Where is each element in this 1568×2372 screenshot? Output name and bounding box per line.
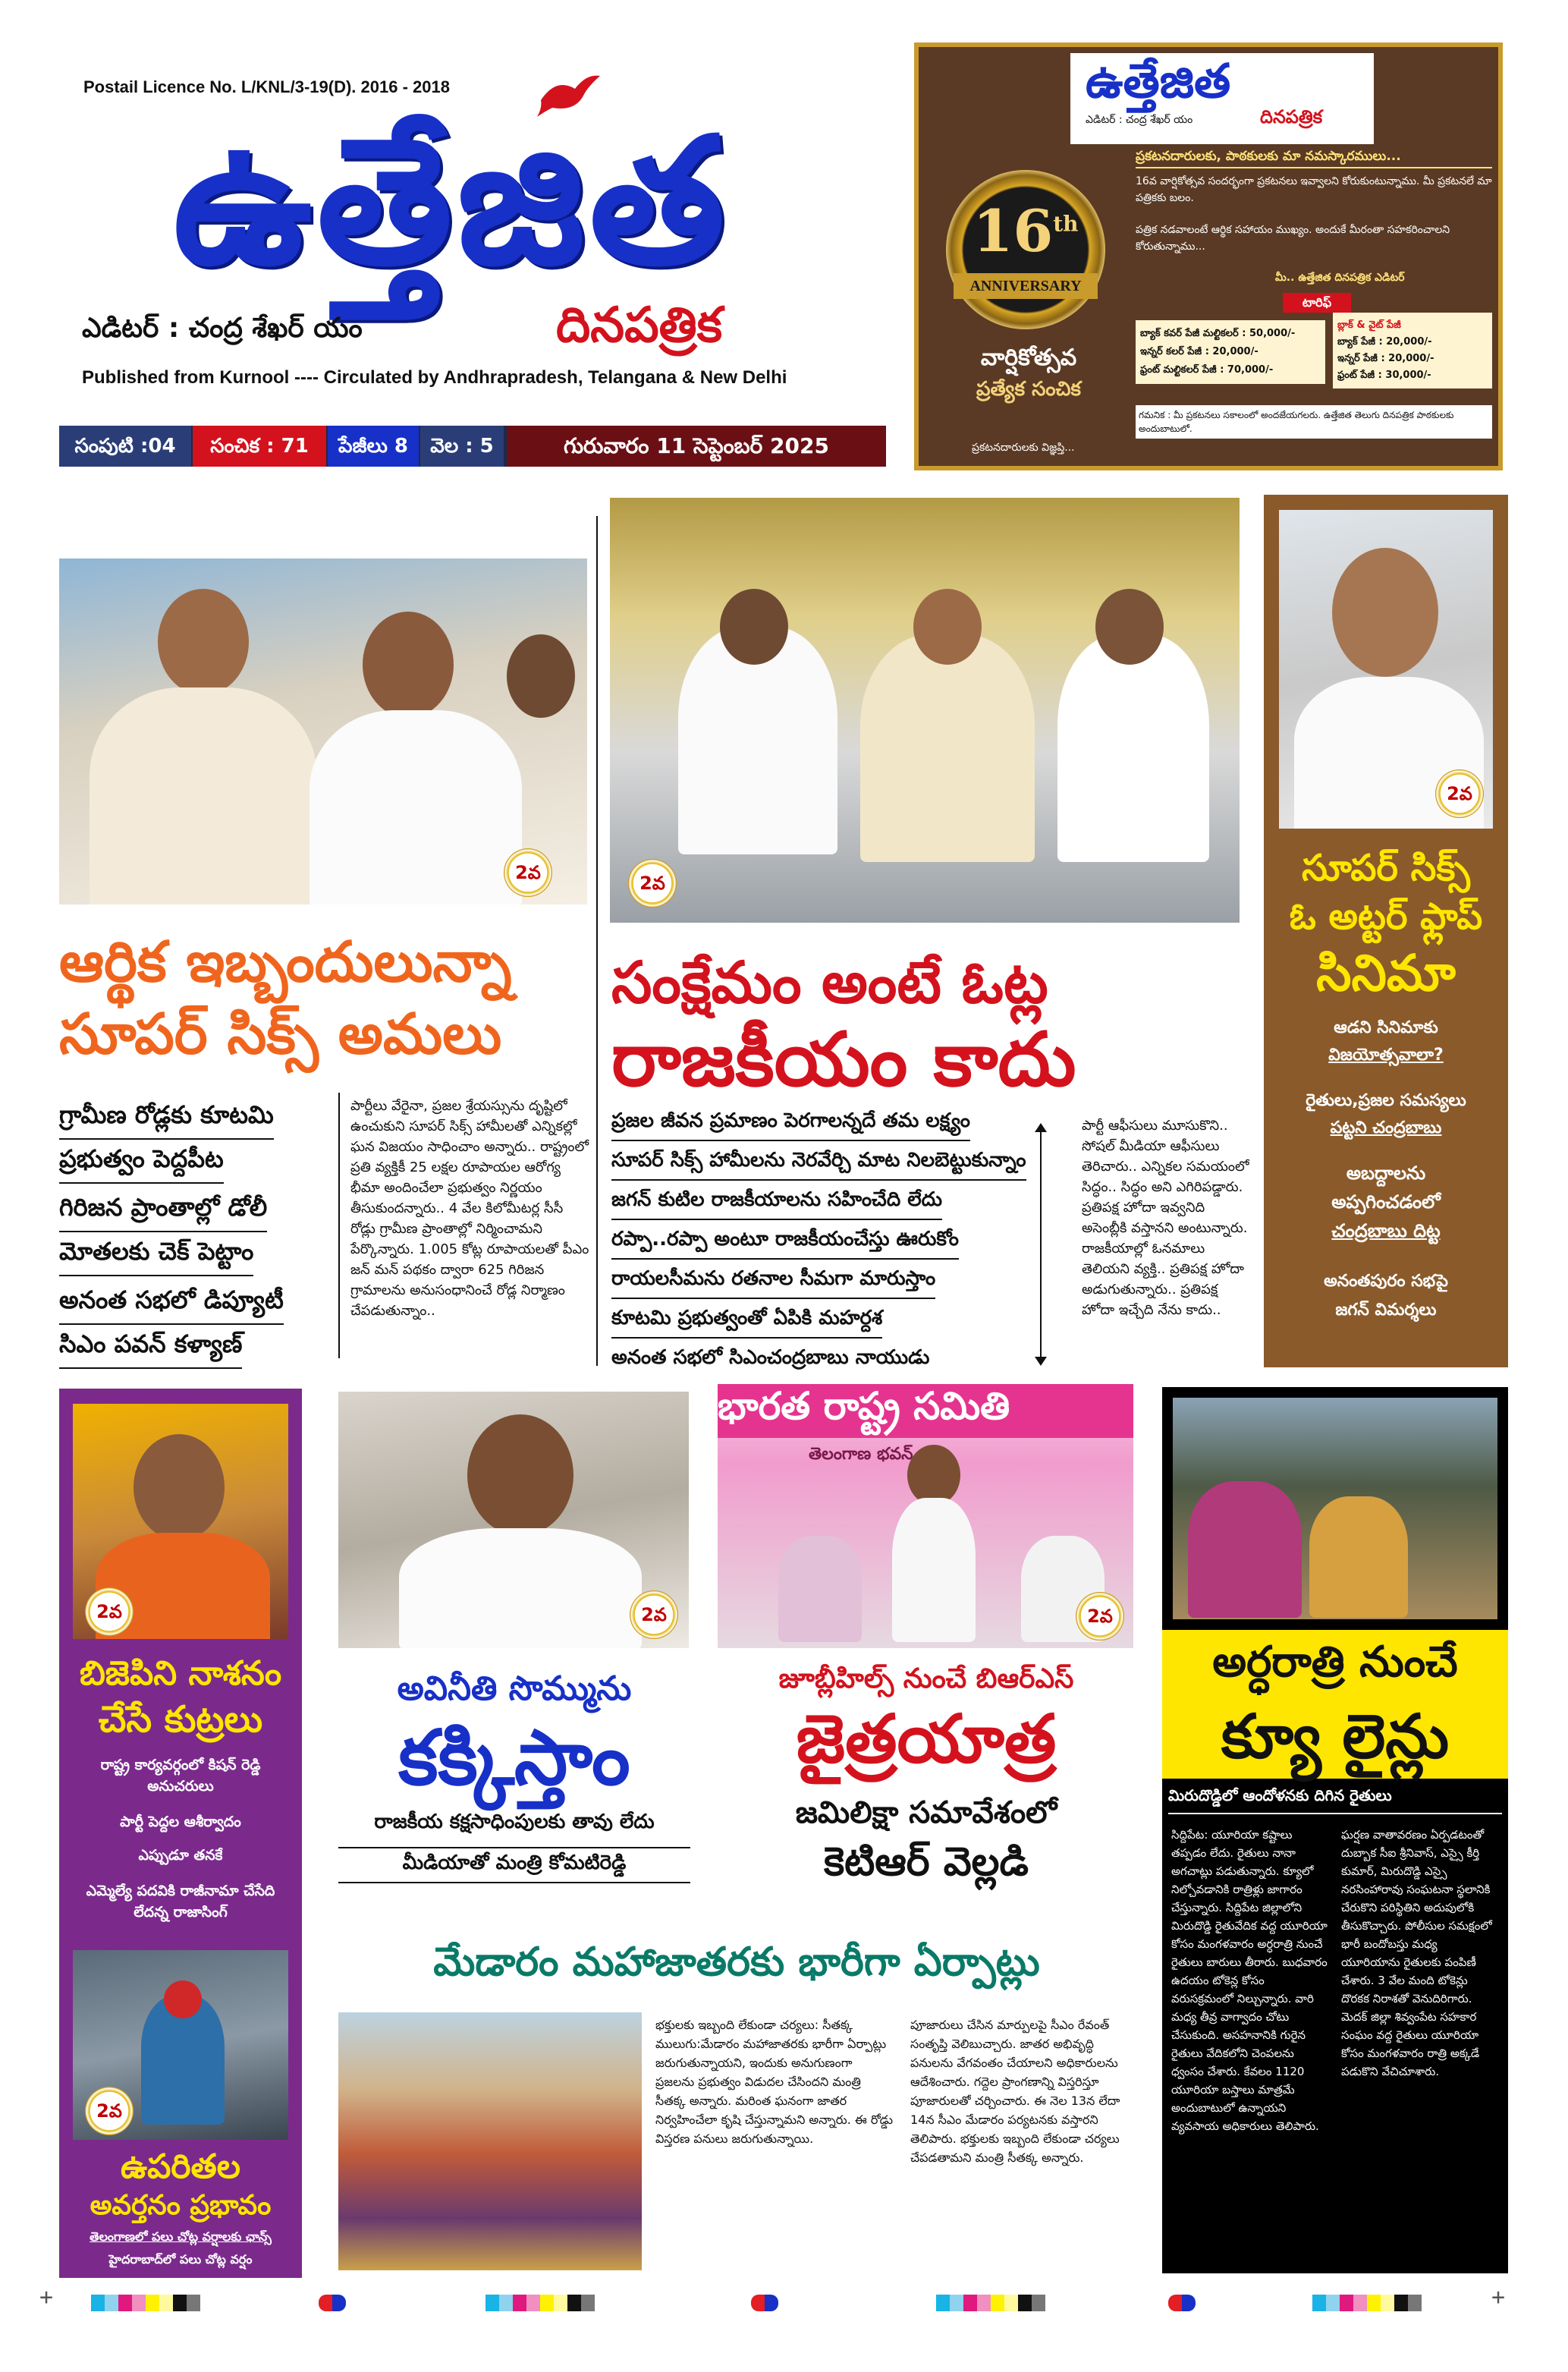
story8-headline-1: అర్ధరాత్రి నుంచే [1162, 1630, 1508, 1695]
story2-headline-2: రాజకీయం కాదు [611, 1017, 1076, 1103]
color-bar-4 [751, 2295, 778, 2311]
tariff-right-2: బ్యాక్ పేజీ : 20,000/- [1337, 336, 1432, 348]
story4-sub-3: ఎప్పుడూ తనకే [138, 1847, 223, 1864]
masthead-subtitle: దినపత్రిక [556, 297, 723, 354]
story7-headline-1: జూబ్లీహిల్స్ నుంచే బిఆర్ఎస్ [778, 1663, 1074, 1694]
ad-bottom-left: ప్రకటనదారులకు విజ్ఞప్తి... [972, 442, 1075, 454]
page-badge: 2వ [1076, 1592, 1124, 1641]
story8-col1: సిద్దిపేట: యూరియా కష్టాలు తప్పడం లేదు. రైతులు నానా అగచాట్లు పడుతున్నారు. క్యూలో నిల్చోవడానికి రాత్రిళ్లు జాగారం చేస్తున్నారు. సిద్దిపేట జిల్లాలోని మిరుదొడ్డి రైతువేదిక వద్ద యూరియా కోసం మంగళవారం అర్ధరాత్రి నుంచే రైతులు బారులు తీరారు. బుధవారం ఉదయం టోకెన్ల కోసం వరుసక్రమంలో నిల్చున్నారు. వారి మధ్య తీవ్ర వాగ్వాదం చోటు చేసుకుంది. అసహనానికి గురైన రైతులు వేదికలోని చెంపలను ధ్వంసం చేశారు. కేవలం 1120 యూరియా బస్తాలు మాత్రమే అందుబాటులో ఉన్నాయని వ్యవసాయ అధికారులు తెలిపారు. [1171, 1828, 1328, 2133]
story3-headline-2: ఓ అట్టర్ ఫ్లాప్ [1289, 895, 1483, 938]
story7-headline-2: జైత్రయాత్ర [796, 1700, 1057, 1778]
story4-panel [59, 1389, 302, 2278]
story1-divider [338, 1093, 340, 1358]
story5-sub-1: తెలంగాణలో పలు చోట్ల వర్షాలకు ఛాన్స్ [90, 2229, 272, 2244]
story2-sub-5: రాయలసీమను రతనాల సీమగా మారుస్తాం [611, 1267, 935, 1299]
story4-headline-2: చేసే కుట్రలు [98, 1698, 263, 1741]
story3-sub-5: అబద్దాలను [1346, 1162, 1426, 1184]
story3-sub-4: పట్టని చంద్రబాబు [1330, 1118, 1442, 1137]
story7-headline-4: కెటిఆర్ వెల్లడి [823, 1839, 1029, 1885]
story3-sub-3: రైతులు,ప్రజల సమస్యలు [1306, 1091, 1466, 1110]
story3-sub-9: జగన్ విమర్శలు [1335, 1301, 1437, 1320]
story3-sub-7: చంద్రబాబు దిట్ట [1331, 1220, 1441, 1241]
volume: సంపుటి :04 [59, 426, 191, 467]
story3-headline-3: సినిమా [1316, 944, 1456, 1002]
anniversary-line1: వార్షికోత్సవ [980, 344, 1077, 371]
story4-sub-4: ఎమ్మెల్యే పదవికి రాజీనామా చేసేది లేదన్న రాజాసింగ్ [86, 1883, 275, 1921]
story9-col2: పూజారులు చేసిన మార్పులపై సీఎం రేవంత్ సంతృప్తి వెలిబుచ్చారు. జాతర అభివృద్ధి పనులను వేగవంతం చేయాలని అధికారులను ఆదేశించారు. గద్దెల ప్రాంగణాన్ని విస్తరిస్తూ పూజారులతో చర్చించారు. ఈ నెల 13న లేదా 14న సీఎం మేడారం పర్యటనకు వస్తారని తెలిపారు. భక్తులకు ఇబ్బంది లేకుండా చర్యలు చేపడతామని మంత్రి సీతక్క అన్నారు. [910, 2018, 1120, 2165]
page-badge: 2వ [1435, 769, 1484, 818]
story1-sub-6: సిఎం పవన్ కళ్యాణ్ [59, 1329, 242, 1369]
tariff-title: టారిఫ్ [1283, 293, 1351, 313]
story5-sub-2: హైదరాబాద్‌లో పలు చోట్ల వర్షం [108, 2252, 253, 2267]
story1-sub-2: ప్రభుత్వం పెద్దపీట [59, 1144, 224, 1184]
ad-footer-note: గమనిక : మీ ప్రకటనలు సకాలంలో అందజేయగలరు. ఉత్తేజిత తెలుగు దినపత్రిక పాఠకులకు అందుబాటులో. [1136, 405, 1492, 439]
story3-sub-6: అప్పగించడంలో [1331, 1191, 1441, 1213]
story2-body: పార్టీ ఆఫీసులు మూసుకొని.. సోషల్ మీడియా ఆఫీసులు తెరిచారు.. ఎన్నికల సమయంలో సిద్ధం.. సిద్ధం అని ఎగిరిపడ్డారు. ప్రతిపక్ష హోదా ఇవ్వనిది అసెంబ్లీకి వస్తానని అంటున్నారు. రాజకీయాల్లో ఓనమాలు తెలియని వ్యక్తి.. ప్రతిపక్ష హోదా అడుగుతున్నారు.. ప్రతిపక్ష హోదా ఇచ్చేది నేను కాదు.. [1082, 1118, 1249, 1318]
story2-sub-4: రప్పా..రప్పా అంటూ రాజకీయంచేస్తు ఊరుకోం [611, 1228, 959, 1260]
color-bar-3 [485, 2295, 595, 2311]
issue-date: గురువారం 11 సెప్టెంబర్ 2025 [507, 426, 886, 467]
tariff-right-1: బ్లాక్ & వైట్ పేజీ [1337, 319, 1401, 331]
story8-col2: ఘర్షణ వాతావరణం ఏర్పడటంతో దుబ్బాక సీఐ శ్రీనివాస్, ఎస్సై కీర్తి కుమార్, మిరుదొడ్డి ఎస్సై నరసింహారావు సంఘటనా స్థలానికి చేరుకొని పరిస్థితిని అదుపులోకి తీసుకొచ్చారు. పోలీసుల సమక్షంలో భారీ బందోబస్తు మధ్య యూరియాను రైతులకు పంపిణీ చేశారు. 3 వేల మంది టోకెన్లు దొరకక నిరాశతో వెనుదిరిగారు. మెదక్ జిల్లా శివ్వంపేట సహకార సంఘం వద్ద రైతులు యూరియా కోసం మంగళవారం రాత్రి అక్కడే పడుకొని వేచిచూశారు. [1341, 1828, 1492, 2078]
story2-sub-6: కూటమి ప్రభుత్వంతో ఏపికి మహర్దశ [611, 1307, 882, 1339]
masthead-title: ఉత్తేజిత [173, 101, 730, 304]
story2-sub-3: జగన్ కుటిల రాజకీయాలను సహించేది లేదు [611, 1188, 942, 1220]
registration-mark-right: + [1491, 2284, 1506, 2311]
ad-logo-panel [1070, 53, 1374, 144]
photo-medaram-crowd [338, 2012, 642, 2270]
column-divider-1 [596, 516, 598, 1366]
story6-headline-1: అవినీతి సొమ్మును [397, 1669, 632, 1708]
photo-pawan-kalyan [59, 558, 587, 904]
ad-logo-sub: దినపత్రిక [1260, 106, 1323, 127]
story2-sub-1: ప్రజల జీవన ప్రమాణం పెరగాలన్నదే తమ లక్ష్యం [611, 1109, 970, 1141]
ad-signature: మీ.. ఉత్తేజిత దినపత్రిక ఎడిటర్ [1275, 272, 1405, 284]
anniversary-number [946, 197, 1105, 265]
price: వెల : 5 [420, 426, 504, 467]
page-count: పేజీలు 8 [328, 426, 419, 467]
anniversary-num: 16 [973, 197, 1054, 265]
color-bar-7 [1312, 2295, 1422, 2311]
story3-sub-8: అనంతపురం సభపై [1324, 1272, 1448, 1291]
tariff-right [1333, 313, 1492, 389]
banner-sub: తెలంగాణ భవన్ [809, 1445, 913, 1464]
story2-headline-1: సంక్షేమం అంటే ఓట్ల [611, 948, 1048, 1016]
story3-panel [1264, 495, 1508, 1367]
tariff-left-3: ఫ్రంట్ మల్టికలర్ పేజీ : 70,000/- [1140, 364, 1274, 376]
color-bar-6 [1168, 2295, 1196, 2311]
photo-ktr-meeting [718, 1384, 1133, 1648]
story6-sub-1: రాజకీయ కక్షసాధింపులకు తావు లేదు [374, 1810, 655, 1833]
ad-paragraph-2: పత్రిక నడవాలంటే ఆర్థిక సహాయం ముఖ్యం. అందుకే మీరంతా సహకరించాలని కోరుతున్నాము... [1136, 224, 1450, 253]
issue-strip [59, 426, 886, 467]
editor-line: ఎడిటర్ : చంద్ర శేఖర్ యం [82, 313, 363, 344]
story9-headline: మేడారం మహాజాతరకు భారీగా ఏర్పాట్లు [433, 1939, 1040, 1985]
color-bar-2 [319, 2295, 346, 2311]
anniversary-badge [946, 170, 1105, 329]
ad-paragraph-1: 16వ వార్షికోత్సవ సందర్భంగా ప్రకటనలు ఇవ్వాలని కోరుకుంటున్నాము. మీ ప్రకటనలే మా పత్రికకు బలం. [1136, 175, 1492, 204]
story1-headline-1: ఆర్థిక ఇబ్బందులున్నా [59, 930, 512, 995]
story4-sub-2: పార్టీ పెద్దల ఆశీర్వాదం [120, 1814, 241, 1830]
story7-headline-3: జమిలిక్షా సమావేశంలో [795, 1795, 1057, 1830]
anniversary-sup: th [1053, 211, 1079, 237]
story3-headline-1: సూపర్ సిక్స్ [1302, 847, 1470, 889]
story1-body: పార్టీలు వేరైనా, ప్రజల శ్రేయస్సును దృష్టిలో ఉంచుకుని సూపర్ సిక్స్ హామీలతో ఎన్నికల్లో ఘన విజయం సాధించాం అన్నారు.. రాష్ట్రంలో ప్రతి వ్యక్తికీ 25 లక్షల రూపాయల ఆరోగ్య భీమా అందించేలా ప్రభుత్వం నిర్ణయం తీసుకుందన్నారు.. 4 వేల కిలోమీటర్ల సీసీ రోడ్లు గ్రామీణ ప్రాంతాల్లో నిర్మించామని పేర్కొన్నారు. 1.005 కోట్ల రూపాయలతో పీఎం జన్ మన్ పథకం ద్వారా 625 గిరిజన గ్రామాలను అనుసంధానించే రోడ్ల నిర్మాణం చేపడుతున్నాం.. [350, 1098, 589, 1319]
page-badge: 2వ [630, 1590, 678, 1639]
anniversary-ribbon: ANNIVERSARY [954, 273, 1098, 299]
page-badge: 2వ [85, 2087, 134, 2135]
story1-sub-4: మోతలకు చెక్ పెట్టాం [59, 1237, 253, 1276]
tariff-right-3: ఇన్నర్ పేజీ : 20,000/- [1337, 353, 1434, 364]
story8-sub: మిరుదొడ్డిలో ఆందోళనకు దిగిన రైతులు [1168, 1786, 1502, 1814]
ad-logo: ఉత్తేజిత [1086, 53, 1231, 109]
story8-headline-2: క్యూ లైన్లు [1162, 1695, 1508, 1779]
masthead [59, 70, 894, 472]
story3-sub-2: విజయోత్సవాలా? [1328, 1046, 1444, 1065]
page-badge: 2వ [628, 859, 677, 908]
tariff-right-4: ఫ్రంట్ పేజీ : 30,000/- [1337, 370, 1431, 381]
color-bar-1 [91, 2295, 200, 2311]
arrow-icon [1033, 1123, 1048, 1366]
color-bar-5 [936, 2295, 1045, 2311]
story1-sub-3: గిరిజన ప్రాంతాల్లో డోలీ [59, 1193, 267, 1232]
story6-sub-2: మీడియాతో మంత్రి కోమటిరెడ్డి [338, 1847, 690, 1883]
photo-chandrababu-naidu [610, 498, 1240, 923]
page-badge: 2వ [504, 848, 552, 897]
story2-sub-7: అనంత సభలో సిఎంచంద్రబాబు నాయుడు [611, 1346, 930, 1369]
story8-panel [1162, 1387, 1508, 2273]
anniversary-line2: ప్రత్యేక సంచిక [976, 378, 1082, 401]
photo-farmers-queue [1173, 1398, 1497, 1619]
page-badge: 2వ [85, 1587, 134, 1636]
anniversary-ad [914, 42, 1503, 470]
ad-heading: ప్రకటనదారులకు, పాఠకులకు మా నమస్కారములు... [1136, 149, 1492, 168]
story6-headline-2: కక్కిస్తాం [398, 1713, 630, 1802]
tariff-left-1: బ్యాక్ కవర్ పేజీ మల్టికలర్ : 50,000/- [1140, 328, 1296, 339]
story3-sub-1: ఆడని సినిమాకు [1334, 1018, 1438, 1037]
story4-headline-1: బిజెపిని నాశనం [79, 1654, 282, 1693]
ad-tagline: ఎడిటర్ : చంద్ర శేఖర్ యం [1086, 114, 1193, 126]
story4-sub-1: రాష్ట్ర కార్యవర్గంలో కిషన్ రెడ్డి అనుచరులు [100, 1757, 261, 1795]
story1-sub-1: గ్రామీణ రోడ్లకు కూటమి [59, 1100, 274, 1140]
tariff-left-2: ఇన్నర్ కలర్ పేజీ : 20,000/- [1140, 346, 1258, 357]
story5-headline-1: ఉపరితల [121, 2147, 240, 2186]
banner-text: భారత రాష్ట్ర సమితి [718, 1384, 1133, 1438]
registration-mark-left: + [39, 2284, 54, 2311]
story1-headline-2: సూపర్ సిక్స్ అమలు [59, 1002, 502, 1067]
story5-headline-2: అవర్తనం ప్రభావం [90, 2190, 272, 2221]
issue-number: సంచిక : 71 [193, 426, 326, 467]
published-line: Published from Kurnool ---- Circulated by Andhrapradesh, Telangana & New Delhi [82, 367, 787, 388]
story1-sub-5: అనంత సభలో డిప్యూటీ [59, 1285, 284, 1325]
story2-sub-2: సూపర్ సిక్స్ హామీలను నెరవేర్చి మాట నిలబెట్టుకున్నాం [611, 1149, 1026, 1181]
tariff-left [1136, 320, 1325, 384]
story9-col1: భక్తులకు ఇబ్బంది లేకుండా చర్యలు: సీతక్క ములుగు:మేడారం మహాజాతరకు భారీగా ఏర్పాట్లు జరుగుతున్నాయని, ఇందుకు అనుగుణంగా ప్రజలను ప్రభుత్వం విడుదల చేసిందని మంత్రి సీతక్క అన్నారు. మరింత ఘనంగా జాతర నిర్వహించేలా కృషి చేస్తున్నామని అన్నారు. ఈ రోడ్డు విస్తరణ పనులు జరుగుతున్నాయి. [655, 2018, 894, 2146]
postal-licence: Postail Licence No. L/KNL/3-19(D). 2016 - 2018 [83, 77, 450, 96]
